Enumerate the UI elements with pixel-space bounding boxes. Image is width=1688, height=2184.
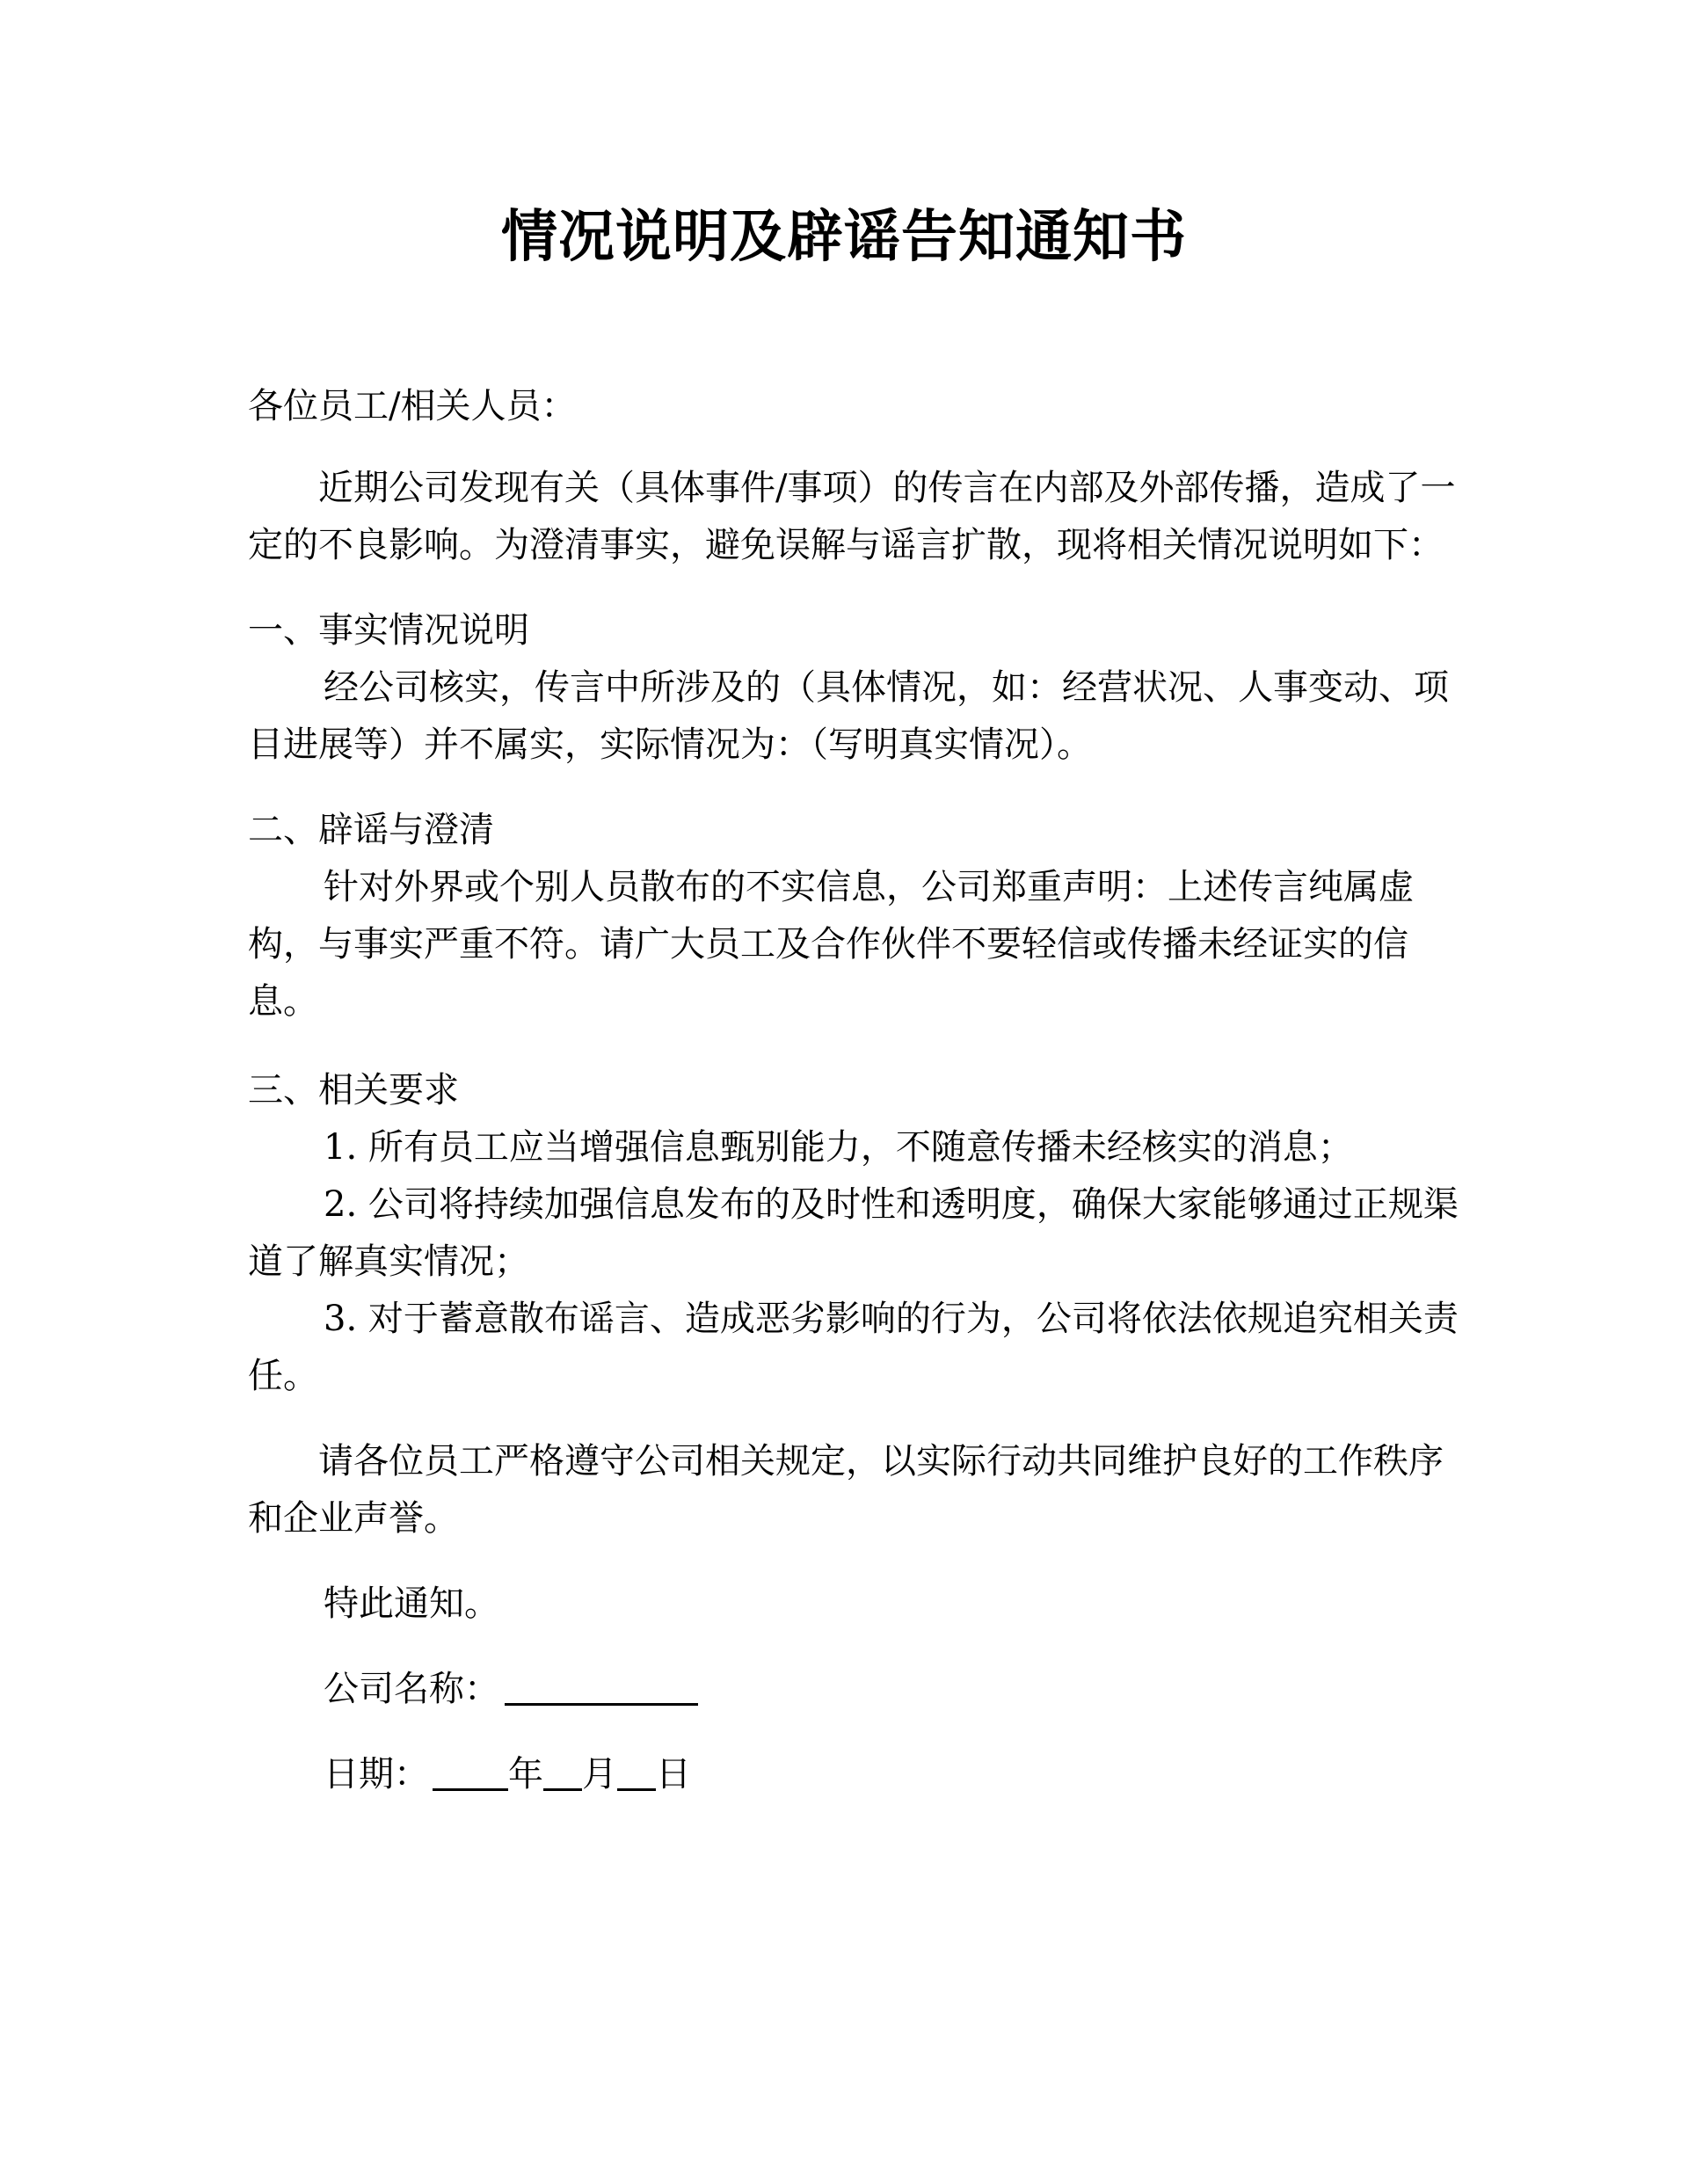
date-month-blank	[543, 1753, 582, 1791]
document-title: 情况说明及辟谣告知通知书	[501, 205, 1187, 270]
intro-paragraph: 近期公司发现有关（具体事件/事项）的传言在内部及外部传播，造成了一定的不良影响。为澄清事实，避免误解与谣言扩散，现将相关情况说明如下：	[248, 468, 1456, 565]
date-year-blank	[433, 1753, 508, 1791]
date-line	[248, 1746, 1461, 1803]
date-day-blank	[617, 1753, 656, 1791]
document-body	[248, 378, 1461, 1803]
notice-line: 特此通知。	[324, 1583, 499, 1624]
date-day-label: 日	[656, 1754, 691, 1795]
requirement-item: 3. 对于蓄意散布谣言、造成恶劣影响的行为，公司将依法依规追究相关责任。	[248, 1299, 1459, 1396]
closing-paragraph: 请各位员工严格遵守公司相关规定，以实际行动共同维护良好的工作秩序和企业声誉。	[248, 1441, 1444, 1539]
salutation: 各位员工/相关人员：	[248, 386, 577, 426]
company-name-label: 公司名称：	[324, 1669, 499, 1709]
requirement-item: 2. 公司将持续加强信息发布的及时性和透明度，确保大家能够通过正规渠道了解真实情况；	[248, 1184, 1459, 1282]
date-month-label: 月	[582, 1754, 617, 1795]
section-heading-requirements: 三、相关要求	[248, 1070, 459, 1110]
section-text-facts: 经公司核实，传言中所涉及的（具体情况，如：经营状况、人事变动、项目进展等）并不属实，实际情况为：（写明真实情况）。	[248, 667, 1449, 765]
company-name-blank	[505, 1668, 698, 1706]
date-label: 日期：	[324, 1754, 429, 1795]
date-year-label: 年	[508, 1754, 543, 1795]
section-text-rumor: 针对外界或个别人员散布的不实信息，公司郑重声明：上述传言纯属虚构，与事实严重不符。请广大员工及合作伙伴不要轻信或传播未经证实的信息。	[248, 867, 1414, 1022]
section-heading-rumor: 二、辟谣与澄清	[248, 810, 494, 850]
requirement-item: 1. 所有员工应当增强信息甄别能力，不随意传播未经核实的消息；	[324, 1127, 1353, 1168]
company-name-line	[248, 1661, 1461, 1718]
section-heading-facts: 一、事实情况说明	[248, 610, 529, 651]
